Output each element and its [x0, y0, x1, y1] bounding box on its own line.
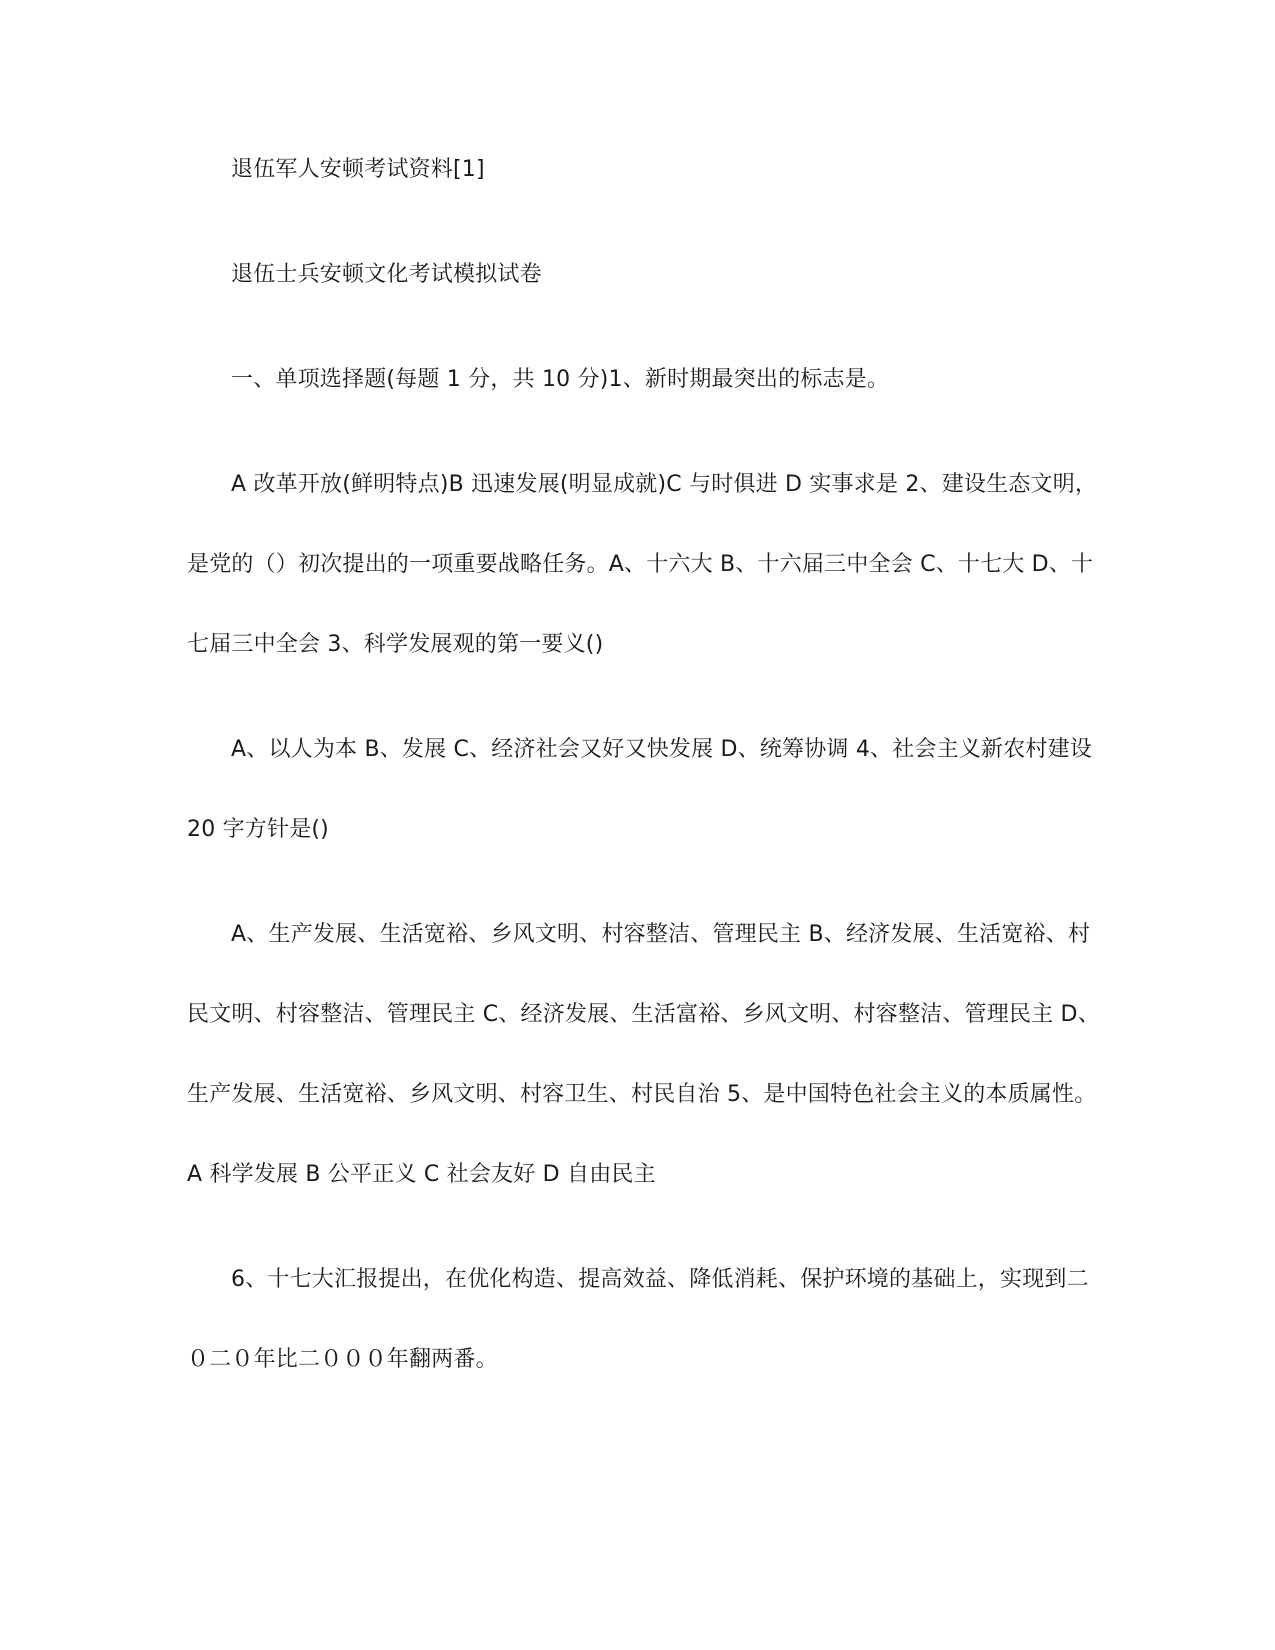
paragraph-line: A 改革开放(鲜明特点)B 迅速发展(明显成就)C 与时俱进 D 实事求是 2、建设生态文明， — [231, 472, 1098, 497]
paragraph-line: ０二０年比二０００年翻两番。 — [187, 1347, 498, 1372]
document-subtitle: 退伍士兵安顿文化考试模拟试卷 — [231, 262, 542, 287]
paragraph-line: A、以人为本 B、发展 C、经济社会又好又快发展 D、统筹协调 4、社会主义新农村建设 — [231, 737, 1093, 762]
paragraph-line: 20 字方针是() — [187, 817, 329, 842]
paragraph-line: 七届三中全会 3、科学发展观的第一要义() — [187, 632, 604, 657]
paragraph-line: 生产发展、生活宽裕、乡风文明、村容卫生、村民自治 5、是中国特色社会主义的本质属性。 — [187, 1082, 1097, 1107]
paragraph-line: A 科学发展 B 公平正义 C 社会友好 D 自由民主 — [187, 1162, 656, 1187]
question-section-header: 一、单项选择题(每题 1 分，共 10 分)1、新时期最突出的标志是。 — [231, 367, 890, 392]
paragraph-line: 民文明、村容整洁、管理民主 C、经济发展、生活富裕、乡风文明、村容整洁、管理民主 D、 — [187, 1002, 1100, 1027]
document-title: 退伍军人安顿考试资料[1] — [231, 157, 485, 182]
paragraph-line: A、生产发展、生活宽裕、乡风文明、村容整洁、管理民主 B、经济发展、生活宽裕、村 — [231, 922, 1091, 947]
paragraph-line: 是党的（）初次提出的一项重要战略任务。A、十六大 B、十六届三中全会 C、十七大 D、十 — [187, 552, 1094, 577]
paragraph-line: 6、十七大汇报提出，在优化构造、提高效益、降低消耗、保护环境的基础上，实现到二 — [231, 1267, 1089, 1292]
